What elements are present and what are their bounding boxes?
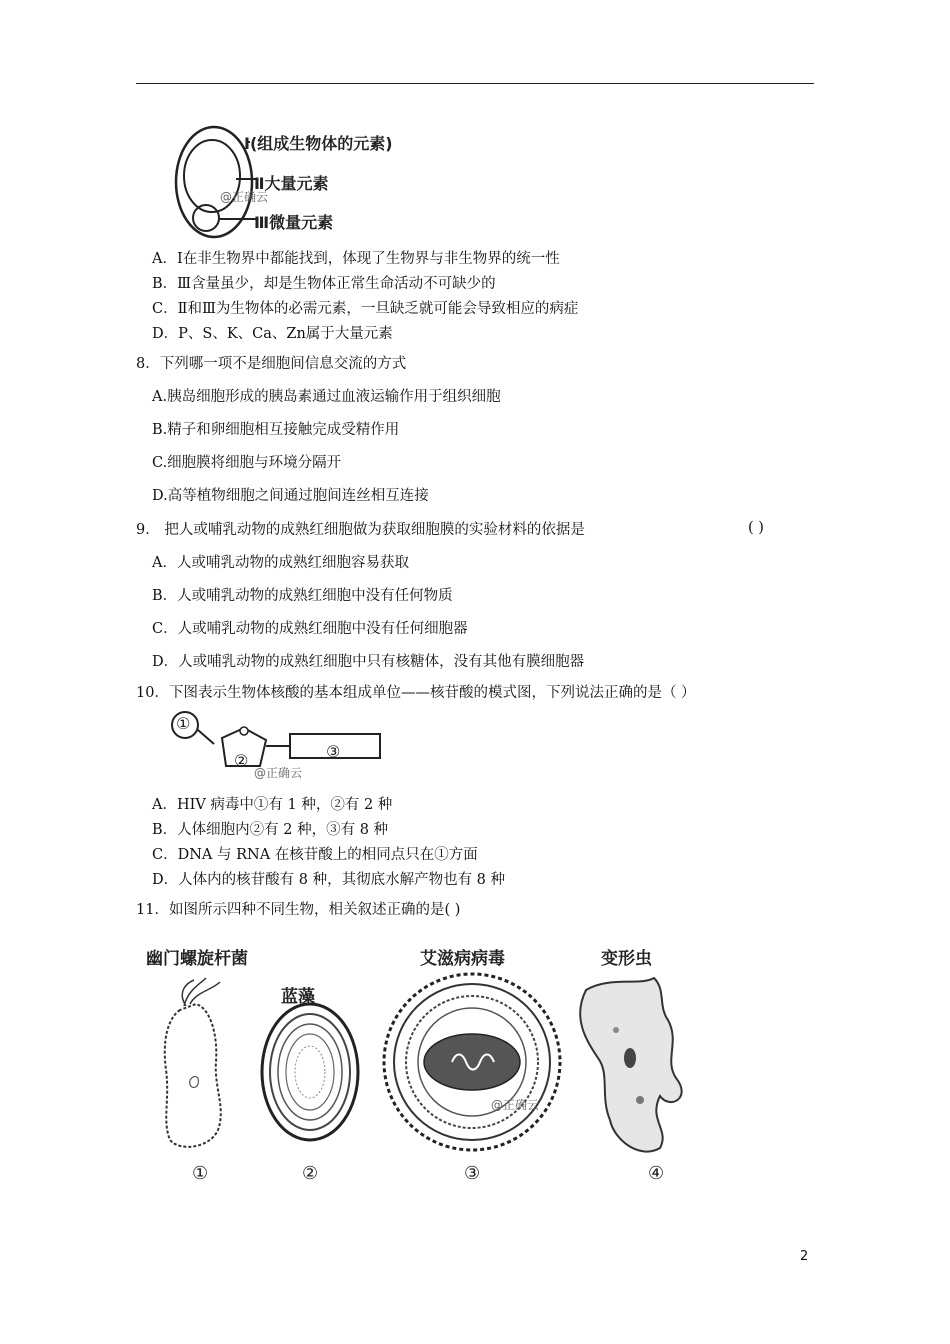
label-set-I: Ⅰ(组成生物体的元素) <box>244 134 393 153</box>
organism-label-cyanobacteria: 蓝藻 <box>281 987 315 1007</box>
watermark: @正确云 <box>254 766 303 780</box>
q10-option-b: B．人体细胞内②有 2 种，③有 8 种 <box>152 822 389 838</box>
organisms-figure <box>140 970 710 1160</box>
q7-option-d: D．P、S、K、Ca、Zn属于大量元素 <box>152 326 393 342</box>
q8-option-b: B.精子和卵细胞相互接触完成受精作用 <box>152 422 400 438</box>
organism-number-3: ③ <box>464 1163 481 1184</box>
organism-label-hiv: 艾滋病病毒 <box>420 949 505 969</box>
q10-stem: 10．下图表示生物体核酸的基本组成单位——核苷酸的模式图，下列说法正确的是（ ） <box>136 685 696 701</box>
q10-option-a: A．HIV 病毒中①有 1 种，②有 2 种 <box>152 797 393 813</box>
q10-option-c: C．DNA 与 RNA 在核苷酸上的相同点只在①方面 <box>152 847 478 863</box>
organism-number-1: ① <box>192 1163 209 1184</box>
watermark: @正确云 <box>491 1098 540 1112</box>
q7-option-a: A．Ⅰ在非生物界中都能找到，体现了生物界与非生物界的统一性 <box>152 251 560 267</box>
cyanobacteria-drawing <box>262 1004 358 1140</box>
q9-answer-paren: ( ) <box>748 520 764 536</box>
helicobacter-drawing <box>165 978 221 1147</box>
label-set-II: Ⅱ大量元素 <box>254 174 329 193</box>
nucleotide-label-2: ② <box>234 751 249 770</box>
nucleotide-label-3: ③ <box>326 742 341 761</box>
header-rule <box>136 83 814 84</box>
q7-option-b: B．Ⅲ含量虽少，却是生物体正常生命活动不可缺少的 <box>152 276 496 292</box>
organism-number-2: ② <box>302 1163 319 1184</box>
q11-stem: 11．如图所示四种不同生物，相关叙述正确的是( ) <box>136 902 461 918</box>
q8-stem: 8．下列哪一项不是细胞间信息交流的方式 <box>136 356 407 372</box>
q8-option-c: C.细胞膜将细胞与环境分隔开 <box>152 455 342 471</box>
q9-stem: 9． 把人或哺乳动物的成熟红细胞做为获取细胞膜的实验材料的依据是 <box>136 522 585 538</box>
q9-option-a: A．人或哺乳动物的成熟红细胞容易获取 <box>152 555 409 571</box>
page-number: 2 <box>800 1249 809 1264</box>
nucleotide-label-1: ① <box>176 714 191 733</box>
watermark: @正确云 <box>220 190 269 204</box>
hiv-drawing <box>384 974 560 1150</box>
q8-option-d: D.高等植物细胞之间通过胞间连丝相互连接 <box>152 488 429 504</box>
q7-option-c: C．Ⅱ和Ⅲ为生物体的必需元素，一旦缺乏就可能会导致相应的病症 <box>152 301 579 317</box>
q10-option-d: D．人体内的核苷酸有 8 种，其彻底水解产物也有 8 种 <box>152 872 506 888</box>
q9-option-c: C．人或哺乳动物的成熟红细胞中没有任何细胞器 <box>152 621 468 637</box>
label-set-III: Ⅲ微量元素 <box>254 213 334 232</box>
q9-option-b: B．人或哺乳动物的成熟红细胞中没有任何物质 <box>152 588 453 604</box>
amoeba-drawing <box>580 978 682 1152</box>
q8-option-a: A.胰岛细胞形成的胰岛素通过血液运输作用于组织细胞 <box>152 389 501 405</box>
organism-label-amoeba: 变形虫 <box>601 949 652 969</box>
organism-number-4: ④ <box>648 1163 665 1184</box>
organism-label-helicobacter: 幽门螺旋杆菌 <box>146 949 248 969</box>
q9-option-d: D．人或哺乳动物的成熟红细胞中只有核糖体，没有其他有膜细胞器 <box>152 654 585 670</box>
